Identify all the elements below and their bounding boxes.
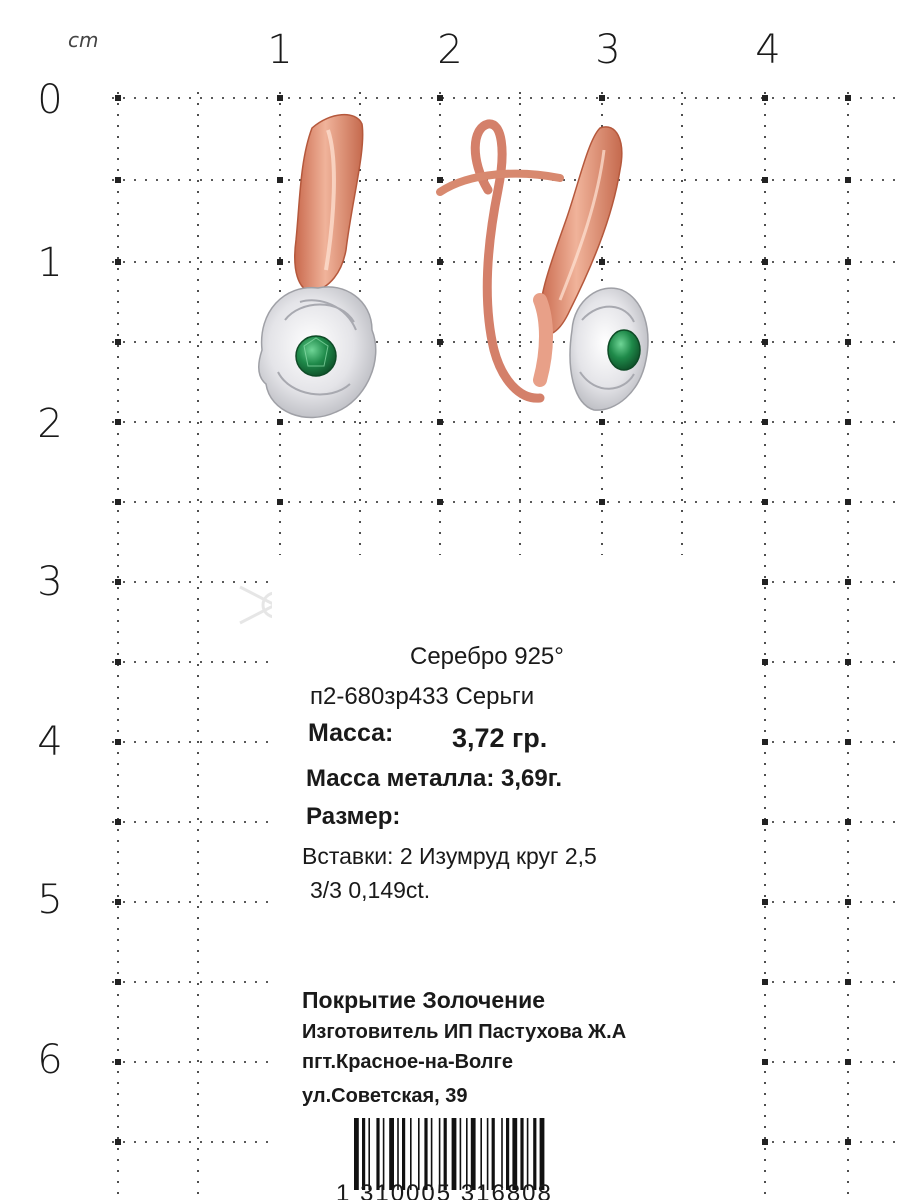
right-earring-wire <box>475 124 540 398</box>
right-earring <box>440 124 648 410</box>
row-label-0: 0 <box>37 77 63 123</box>
manufacturer-text: Изготовитель ИП Пастухова Ж.А <box>302 1021 627 1043</box>
right-emerald <box>608 330 640 370</box>
row-label-2: 2 <box>37 401 63 447</box>
row-label-4: 4 <box>37 719 63 765</box>
row-label-6: 6 <box>37 1037 63 1083</box>
column-label-3: 3 <box>595 27 621 73</box>
street-text: ул.Советская, 39 <box>302 1085 468 1107</box>
inserts-text-line1: Вставки: 2 Изумруд круг 2,5 <box>302 843 597 869</box>
right-earring-flower <box>570 288 648 410</box>
row-label-1: 1 <box>37 240 63 286</box>
unit-label: cm <box>68 28 99 52</box>
left-emerald <box>296 336 336 376</box>
left-earring-flower <box>259 287 376 418</box>
mass-value: 3,72 гр. <box>452 723 548 753</box>
left-earring <box>259 115 376 418</box>
barcode-number: 1 310005 316808 <box>336 1180 553 1200</box>
city-text: пгт.Красное-на-Волге <box>302 1051 513 1073</box>
article-text: п2-680зр433 Серьги <box>310 683 535 710</box>
metal-mass-text: Масса металла: 3,69г. <box>306 765 562 792</box>
column-label-1: 1 <box>267 27 293 73</box>
coating-text: Покрытие Золочение <box>302 987 546 1013</box>
material-text: Серебро 925° <box>410 643 564 670</box>
column-label-4: 4 <box>755 27 781 73</box>
product-label <box>272 555 762 1200</box>
mass-label: Масса: <box>308 719 394 747</box>
size-text: Размер: <box>306 803 401 830</box>
row-label-5: 5 <box>37 877 63 923</box>
row-label-3: 3 <box>37 559 63 605</box>
column-label-2: 2 <box>437 27 463 73</box>
inserts-text-line2: 3/3 0,149ct. <box>310 877 431 903</box>
